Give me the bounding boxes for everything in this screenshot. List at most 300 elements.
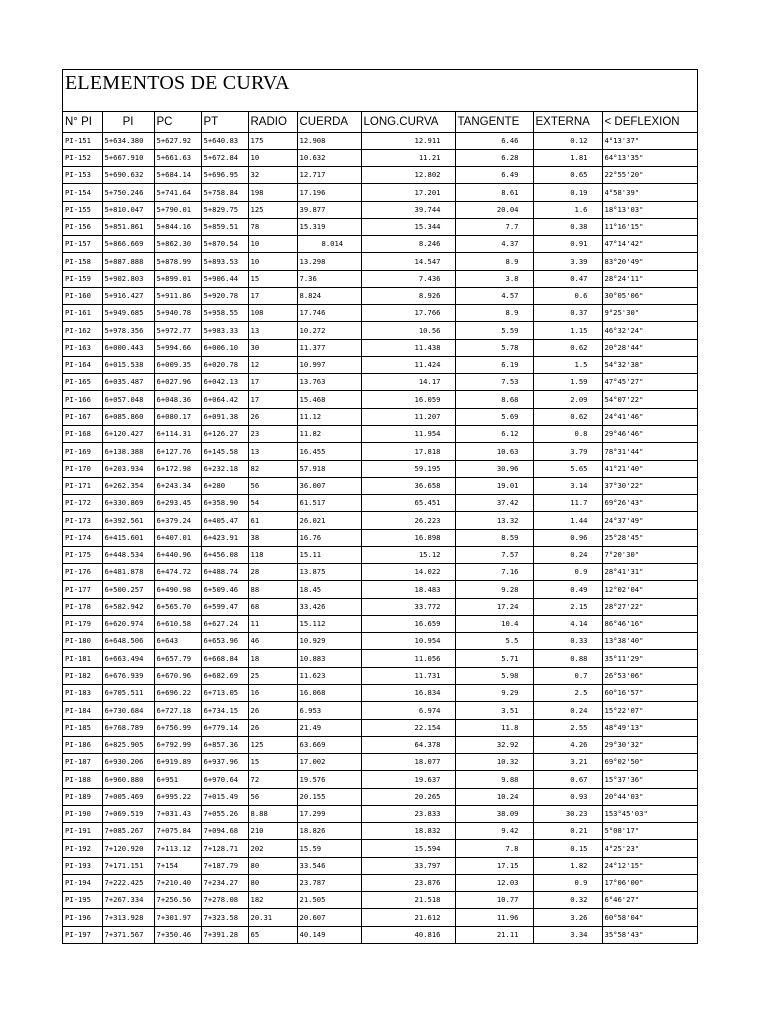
cell-cuerda: 6.953 — [297, 702, 361, 719]
col-header-pc: PC — [154, 112, 201, 132]
cell-radio: 68 — [248, 598, 297, 615]
cell-radio: 12 — [248, 356, 297, 373]
cell-long-curva: 23.833 — [361, 805, 455, 822]
cell-pt: 6+126.27 — [201, 426, 248, 443]
cell-pt: 7+323.58 — [201, 909, 248, 926]
cell-cuerda: 17.196 — [297, 184, 361, 201]
col-header-n-pi: N° PI — [63, 112, 102, 132]
cell-pc: 6+172.98 — [154, 460, 201, 477]
cell-cuerda: 13.763 — [297, 374, 361, 391]
cell-pc: 5+741.64 — [154, 184, 201, 201]
table-row — [63, 546, 697, 563]
cell-long-curva: 15.344 — [361, 218, 455, 235]
cell-deflexion: 28°24'11" — [602, 270, 697, 287]
cell-long-curva: 11.056 — [361, 650, 455, 667]
cell-tangente: 8.68 — [455, 391, 533, 408]
table-row — [63, 633, 697, 650]
cell-pc: 6+490.98 — [154, 581, 201, 598]
table-row — [63, 581, 697, 598]
cell-tangente: 8.9 — [455, 253, 533, 270]
cell-pi-number: PI-156 — [63, 218, 102, 235]
cell-cuerda: 11.82 — [297, 426, 361, 443]
cell-externa: 0.62 — [533, 339, 602, 356]
cell-pc: 5+844.16 — [154, 218, 201, 235]
cell-pi-number: PI-176 — [63, 564, 102, 581]
cell-deflexion: 37°30'22" — [602, 477, 697, 494]
cell-pi-number: PI-190 — [63, 805, 102, 822]
cell-pi: 6+582.942 — [102, 598, 154, 615]
cell-long-curva: 7.436 — [361, 270, 455, 287]
cell-long-curva: 11.438 — [361, 339, 455, 356]
cell-pt: 6+682.69 — [201, 667, 248, 684]
cell-pi-number: PI-169 — [63, 443, 102, 460]
col-header-deflexion: < DEFLEXION — [602, 112, 697, 132]
cell-pi-number: PI-161 — [63, 305, 102, 322]
cell-cuerda: 12.908 — [297, 132, 361, 149]
cell-deflexion: 46°32'24" — [602, 322, 697, 339]
cell-externa: 3.34 — [533, 926, 602, 943]
table-row — [63, 270, 697, 287]
cell-long-curva: 18.483 — [361, 581, 455, 598]
cell-long-curva: 16.659 — [361, 615, 455, 632]
cell-pc: 7+350.46 — [154, 926, 201, 943]
cell-pt: 6+006.10 — [201, 339, 248, 356]
cell-pi-number: PI-166 — [63, 391, 102, 408]
cell-pi: 6+035.487 — [102, 374, 154, 391]
cell-pc: 6+027.96 — [154, 374, 201, 391]
cell-pi-number: PI-170 — [63, 460, 102, 477]
table-row — [63, 564, 697, 581]
cell-radio: 118 — [248, 546, 297, 563]
cell-externa: 0.15 — [533, 840, 602, 857]
cell-externa: 0.67 — [533, 771, 602, 788]
cell-pi: 6+415.601 — [102, 529, 154, 546]
cell-cuerda: 11.623 — [297, 667, 361, 684]
table-row — [63, 685, 697, 702]
cell-pc: 7+256.56 — [154, 892, 201, 909]
cell-deflexion: 5°08'17" — [602, 823, 697, 840]
cell-deflexion: 6°46'27" — [602, 892, 697, 909]
table-row — [63, 426, 697, 443]
col-header-pi: PI — [102, 112, 154, 132]
cell-long-curva: 11.21 — [361, 149, 455, 166]
table-row — [63, 788, 697, 805]
table-row — [63, 857, 697, 874]
cell-cuerda: 15.11 — [297, 546, 361, 563]
cell-cuerda: 18.826 — [297, 823, 361, 840]
table-row — [63, 460, 697, 477]
cell-long-curva: 40.816 — [361, 926, 455, 943]
cell-pi-number: PI-178 — [63, 598, 102, 615]
table-row — [63, 615, 697, 632]
cell-pi: 7+171.151 — [102, 857, 154, 874]
cell-long-curva: 8.926 — [361, 287, 455, 304]
cell-long-curva: 14.17 — [361, 374, 455, 391]
cell-cuerda: 17.002 — [297, 754, 361, 771]
cell-radio: 82 — [248, 460, 297, 477]
cell-pc: 6+379.24 — [154, 512, 201, 529]
cell-cuerda: 10.272 — [297, 322, 361, 339]
cell-pi-number: PI-158 — [63, 253, 102, 270]
cell-tangente: 7.16 — [455, 564, 533, 581]
cell-pi-number: PI-160 — [63, 287, 102, 304]
cell-tangente: 17.24 — [455, 598, 533, 615]
cell-pi: 5+690.632 — [102, 167, 154, 184]
cell-tangente: 6.28 — [455, 149, 533, 166]
cell-pt: 6+405.47 — [201, 512, 248, 529]
cell-externa: 3.21 — [533, 754, 602, 771]
cell-pt: 6+042.13 — [201, 374, 248, 391]
cell-externa: 0.62 — [533, 408, 602, 425]
cell-pc: 6+670.96 — [154, 667, 201, 684]
cell-long-curva: 22.154 — [361, 719, 455, 736]
cell-externa: 0.21 — [533, 823, 602, 840]
cell-pt: 6+488.74 — [201, 564, 248, 581]
cell-tangente: 7.7 — [455, 218, 533, 235]
cell-pi-number: PI-194 — [63, 874, 102, 891]
cell-pc: 6+009.35 — [154, 356, 201, 373]
cell-long-curva: 8.246 — [361, 236, 455, 253]
cell-tangente: 10.4 — [455, 615, 533, 632]
cell-pc: 6+756.99 — [154, 719, 201, 736]
cell-pc: 6+643 — [154, 633, 201, 650]
cell-cuerda: 36.007 — [297, 477, 361, 494]
cell-pi-number: PI-184 — [63, 702, 102, 719]
cell-radio: 20.31 — [248, 909, 297, 926]
cell-long-curva: 33.772 — [361, 598, 455, 615]
cell-tangente: 7.8 — [455, 840, 533, 857]
cell-pi: 5+810.047 — [102, 201, 154, 218]
cell-externa: 1.82 — [533, 857, 602, 874]
cell-externa: 0.32 — [533, 892, 602, 909]
cell-pt: 6+713.05 — [201, 685, 248, 702]
table-row — [63, 529, 697, 546]
cell-externa: 0.37 — [533, 305, 602, 322]
cell-tangente: 9.42 — [455, 823, 533, 840]
cell-pi: 6+057.048 — [102, 391, 154, 408]
cell-deflexion: 17°06'00" — [602, 874, 697, 891]
table-row — [63, 443, 697, 460]
table-header-row — [63, 112, 697, 132]
cell-deflexion: 15°22'07" — [602, 702, 697, 719]
table-row — [63, 926, 697, 943]
cell-pi-number: PI-193 — [63, 857, 102, 874]
cell-deflexion: 69°26'43" — [602, 495, 697, 512]
cell-long-curva: 11.954 — [361, 426, 455, 443]
table-row — [63, 356, 697, 373]
cell-externa: 3.39 — [533, 253, 602, 270]
cell-radio: 10 — [248, 149, 297, 166]
cell-radio: 15 — [248, 270, 297, 287]
cell-deflexion: 26°53'06" — [602, 667, 697, 684]
table-row — [63, 719, 697, 736]
cell-pi: 6+481.878 — [102, 564, 154, 581]
table-row — [63, 374, 697, 391]
cell-pi-number: PI-162 — [63, 322, 102, 339]
cell-deflexion: 54°32'38" — [602, 356, 697, 373]
cell-long-curva: 39.744 — [361, 201, 455, 218]
cell-radio: 23 — [248, 426, 297, 443]
cell-pi: 5+667.910 — [102, 149, 154, 166]
cell-radio: 61 — [248, 512, 297, 529]
cell-pi: 6+620.974 — [102, 615, 154, 632]
cell-cuerda: 15.319 — [297, 218, 361, 235]
table-row — [63, 512, 697, 529]
cell-tangente: 8.9 — [455, 305, 533, 322]
cell-pt: 7+391.28 — [201, 926, 248, 943]
cell-pi: 5+916.427 — [102, 287, 154, 304]
cell-long-curva: 17.766 — [361, 305, 455, 322]
table-row — [63, 322, 697, 339]
cell-pc: 6+951 — [154, 771, 201, 788]
cell-pi: 7+120.920 — [102, 840, 154, 857]
cell-cuerda: 61.517 — [297, 495, 361, 512]
cell-externa: 2.15 — [533, 598, 602, 615]
cell-pt: 6+232.18 — [201, 460, 248, 477]
cell-pi-number: PI-168 — [63, 426, 102, 443]
cell-tangente: 3.8 — [455, 270, 533, 287]
cell-radio: 26 — [248, 719, 297, 736]
cell-radio: 38 — [248, 529, 297, 546]
cell-cuerda: 33.426 — [297, 598, 361, 615]
cell-pi: 5+902.803 — [102, 270, 154, 287]
cell-pt: 6+064.42 — [201, 391, 248, 408]
cell-pt: 7+234.27 — [201, 874, 248, 891]
cell-long-curva: 33.797 — [361, 857, 455, 874]
cell-radio: 78 — [248, 218, 297, 235]
cell-externa: 0.88 — [533, 650, 602, 667]
cell-pi: 6+730.684 — [102, 702, 154, 719]
col-header-externa: EXTERNA — [533, 112, 602, 132]
cell-pt: 6+734.15 — [201, 702, 248, 719]
cell-long-curva: 11.424 — [361, 356, 455, 373]
col-header-radio: RADIO — [248, 112, 297, 132]
cell-externa: 11.7 — [533, 495, 602, 512]
cell-tangente: 10.63 — [455, 443, 533, 460]
cell-pi: 7+267.334 — [102, 892, 154, 909]
cell-pt: 6+358.90 — [201, 495, 248, 512]
cell-deflexion: 64°13'35" — [602, 149, 697, 166]
cell-pi: 5+887.888 — [102, 253, 154, 270]
cell-tangente: 5.59 — [455, 322, 533, 339]
cell-pc: 6+440.96 — [154, 546, 201, 563]
cell-pi-number: PI-163 — [63, 339, 102, 356]
cell-tangente: 5.78 — [455, 339, 533, 356]
cell-tangente: 8.59 — [455, 529, 533, 546]
cell-long-curva: 10.56 — [361, 322, 455, 339]
cell-tangente: 13.32 — [455, 512, 533, 529]
cell-externa: 1.5 — [533, 356, 602, 373]
cell-cuerda: 57.918 — [297, 460, 361, 477]
cell-pi: 5+851.861 — [102, 218, 154, 235]
cell-deflexion: 22°55'20" — [602, 167, 697, 184]
table-row — [63, 201, 697, 218]
cell-tangente: 9.29 — [455, 685, 533, 702]
cell-tangente: 5.98 — [455, 667, 533, 684]
cell-externa: 1.6 — [533, 201, 602, 218]
cell-tangente: 4.37 — [455, 236, 533, 253]
cell-radio: 182 — [248, 892, 297, 909]
cell-cuerda: 16.455 — [297, 443, 361, 460]
cell-radio: 125 — [248, 736, 297, 753]
cell-radio: 26 — [248, 702, 297, 719]
cell-cuerda: 11.12 — [297, 408, 361, 425]
cell-pi-number: PI-177 — [63, 581, 102, 598]
cell-externa: 0.19 — [533, 184, 602, 201]
cell-long-curva: 16.898 — [361, 529, 455, 546]
table-row — [63, 892, 697, 909]
cell-pc: 6+293.45 — [154, 495, 201, 512]
cell-pt: 5+893.53 — [201, 253, 248, 270]
cell-externa: 1.59 — [533, 374, 602, 391]
table-row — [63, 667, 697, 684]
cell-radio: 17 — [248, 287, 297, 304]
cell-long-curva: 23.876 — [361, 874, 455, 891]
cell-deflexion: 4°58'39" — [602, 184, 697, 201]
cell-pi-number: PI-186 — [63, 736, 102, 753]
cell-pi: 6+000.443 — [102, 339, 154, 356]
cell-deflexion: 35°11'29" — [602, 650, 697, 667]
cell-deflexion: 60°58'04" — [602, 909, 697, 926]
cell-pi: 6+448.534 — [102, 546, 154, 563]
cell-externa: 1.15 — [533, 322, 602, 339]
cell-externa: 5.65 — [533, 460, 602, 477]
cell-pi-number: PI-188 — [63, 771, 102, 788]
cell-externa: 2.09 — [533, 391, 602, 408]
cell-pt: 6+091.38 — [201, 408, 248, 425]
cell-radio: 18 — [248, 650, 297, 667]
cell-pt: 5+640.83 — [201, 132, 248, 149]
cell-pc: 5+994.66 — [154, 339, 201, 356]
cell-pt: 5+672.84 — [201, 149, 248, 166]
cell-deflexion: 28°41'31" — [602, 564, 697, 581]
cell-tangente: 17.15 — [455, 857, 533, 874]
cell-deflexion: 24°41'46" — [602, 408, 697, 425]
cell-pi-number: PI-174 — [63, 529, 102, 546]
cell-long-curva: 16.059 — [361, 391, 455, 408]
cell-tangente: 30.96 — [455, 460, 533, 477]
cell-externa: 0.96 — [533, 529, 602, 546]
cell-long-curva: 19.637 — [361, 771, 455, 788]
cell-pc: 6+048.36 — [154, 391, 201, 408]
cell-externa: 0.49 — [533, 581, 602, 598]
cell-deflexion: 20°44'03" — [602, 788, 697, 805]
table-row — [63, 840, 697, 857]
cell-pc: 6+696.22 — [154, 685, 201, 702]
cell-tangente: 5.69 — [455, 408, 533, 425]
cell-pt: 5+906.44 — [201, 270, 248, 287]
table-row — [63, 236, 697, 253]
cell-pt: 7+128.71 — [201, 840, 248, 857]
cell-pt: 5+983.33 — [201, 322, 248, 339]
cell-long-curva: 15.12 — [361, 546, 455, 563]
cell-pi-number: PI-153 — [63, 167, 102, 184]
cell-pc: 5+899.01 — [154, 270, 201, 287]
cell-pi: 6+138.388 — [102, 443, 154, 460]
cell-pi-number: PI-172 — [63, 495, 102, 512]
cell-externa: 3.26 — [533, 909, 602, 926]
cell-tangente: 9.88 — [455, 771, 533, 788]
cell-radio: 108 — [248, 305, 297, 322]
cell-cuerda: 18.45 — [297, 581, 361, 598]
cell-long-curva: 65.451 — [361, 495, 455, 512]
table-row — [63, 339, 697, 356]
table-row — [63, 391, 697, 408]
cell-externa: 0.24 — [533, 546, 602, 563]
cell-pt: 5+920.78 — [201, 287, 248, 304]
cell-tangente: 8.61 — [455, 184, 533, 201]
cell-pi-number: PI-197 — [63, 926, 102, 943]
table-row — [63, 305, 697, 322]
cell-tangente: 7.53 — [455, 374, 533, 391]
cell-deflexion: 24°37'49" — [602, 512, 697, 529]
cell-pi: 7+005.469 — [102, 788, 154, 805]
cell-pc: 6+114.31 — [154, 426, 201, 443]
table-row — [63, 771, 697, 788]
cell-pi: 7+313.928 — [102, 909, 154, 926]
cell-pt: 6+145.58 — [201, 443, 248, 460]
cell-pc: 6+243.34 — [154, 477, 201, 494]
cell-pi-number: PI-196 — [63, 909, 102, 926]
cell-tangente: 9.28 — [455, 581, 533, 598]
cell-cuerda: 11.377 — [297, 339, 361, 356]
table-row — [63, 650, 697, 667]
cell-pi: 6+960.880 — [102, 771, 154, 788]
cell-deflexion: 29°46'46" — [602, 426, 697, 443]
cell-pi-number: PI-151 — [63, 132, 102, 149]
cell-externa: 0.65 — [533, 167, 602, 184]
table-row — [63, 874, 697, 891]
cell-cuerda: 10.929 — [297, 633, 361, 650]
table-row — [63, 598, 697, 615]
cell-pi-number: PI-185 — [63, 719, 102, 736]
cell-deflexion: 11°16'15" — [602, 218, 697, 235]
cell-long-curva: 14.547 — [361, 253, 455, 270]
cell-deflexion: 69°02'50" — [602, 754, 697, 771]
cell-pt: 6+970.64 — [201, 771, 248, 788]
table-row — [63, 184, 697, 201]
cell-pt: 6+627.24 — [201, 615, 248, 632]
cell-long-curva: 26.223 — [361, 512, 455, 529]
cell-pi: 6+330.869 — [102, 495, 154, 512]
cell-pc: 6+080.17 — [154, 408, 201, 425]
cell-cuerda: 12.717 — [297, 167, 361, 184]
table-row — [63, 132, 697, 149]
cell-radio: 65 — [248, 926, 297, 943]
cell-cuerda: 8.014 — [297, 236, 361, 253]
cell-pi: 5+750.246 — [102, 184, 154, 201]
cell-pi-number: PI-175 — [63, 546, 102, 563]
curve-elements-sheet — [62, 69, 698, 944]
cell-externa: 0.24 — [533, 702, 602, 719]
cell-long-curva: 14.022 — [361, 564, 455, 581]
cell-pi-number: PI-164 — [63, 356, 102, 373]
cell-pi-number: PI-181 — [63, 650, 102, 667]
cell-tangente: 21.11 — [455, 926, 533, 943]
cell-pi-number: PI-167 — [63, 408, 102, 425]
col-header-tangente: TANGENTE — [455, 112, 533, 132]
cell-deflexion: 78°31'44" — [602, 443, 697, 460]
cell-cuerda: 10.997 — [297, 356, 361, 373]
cell-pt: 7+055.26 — [201, 805, 248, 822]
cell-deflexion: 47°14'42" — [602, 236, 697, 253]
cell-pc: 7+210.40 — [154, 874, 201, 891]
cell-radio: 17 — [248, 391, 297, 408]
cell-deflexion: 20°28'44" — [602, 339, 697, 356]
cell-tangente: 6.12 — [455, 426, 533, 443]
cell-pi-number: PI-159 — [63, 270, 102, 287]
cell-cuerda: 13.875 — [297, 564, 361, 581]
